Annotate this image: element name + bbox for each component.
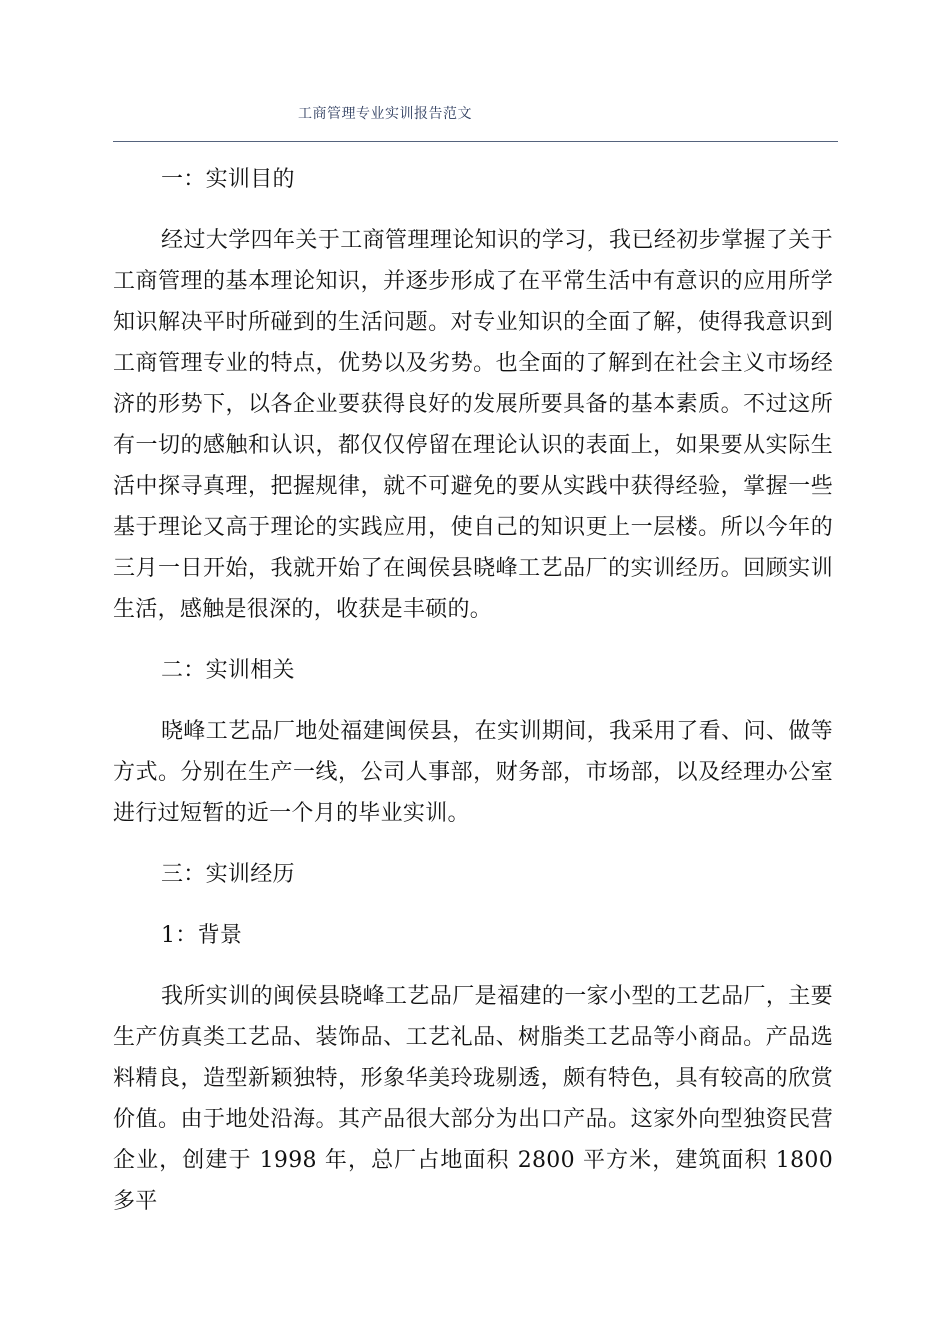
document-body <box>113 159 833 1222</box>
header-divider <box>113 141 838 142</box>
subsection-paragraph-background: 我所实训的闽侯县晓峰工艺品厂是福建的一家小型的工艺品厂，主要生产仿真类工艺品、装饰品、工艺礼品、树脂类工艺品等小商品。产品选料精良，造型新颖独特，形象华美玲珑剔透，颇有特色，具有较高的欣赏价值。由于地处沿海。其产品很大部分为出口产品。这家外向型独资民营企业，创建于 1998 年，总厂占地面积 2800 平方米，建筑面积 1800 多平 <box>113 984 833 1214</box>
section-heading-experience: 三：实训经历 <box>161 862 295 887</box>
subsection-heading-background: 1：背景 <box>161 923 243 948</box>
section-heading-purpose: 一：实训目的 <box>161 167 295 192</box>
section-heading-related: 二：实训相关 <box>161 658 295 683</box>
section-paragraph-purpose: 经过大学四年关于工商管理理论知识的学习，我已经初步掌握了关于工商管理的基本理论知识，并逐步形成了在平常生活中有意识的应用所学知识解决平时所碰到的生活问题。对专业知识的全面了解，使得我意识到工商管理专业的特点，优势以及劣势。也全面的了解到在社会主义市场经济的形势下，以各企业要获得良好的发展所要具备的基本素质。不过这所有一切的感触和认识，都仅仅停留在理论认识的表面上，如果要从实际生活中探寻真理，把握规律，就不可避免的要从实践中获得经验，掌握一些基于理论又高于理论的实践应用，使自己的知识更上一层楼。所以今年的三月一日开始，我就开始了在闽侯县晓峰工艺品厂的实训经历。回顾实训生活，感触是很深的，收获是丰硕的。 <box>113 228 833 622</box>
header-title: 工商管理专业实训报告范文 <box>298 106 472 122</box>
section-paragraph-related: 晓峰工艺品厂地处福建闽侯县，在实训期间，我采用了看、问、做等方式。分别在生产一线，公司人事部，财务部，市场部，以及经理办公室进行过短暂的近一个月的毕业实训。 <box>113 719 833 826</box>
